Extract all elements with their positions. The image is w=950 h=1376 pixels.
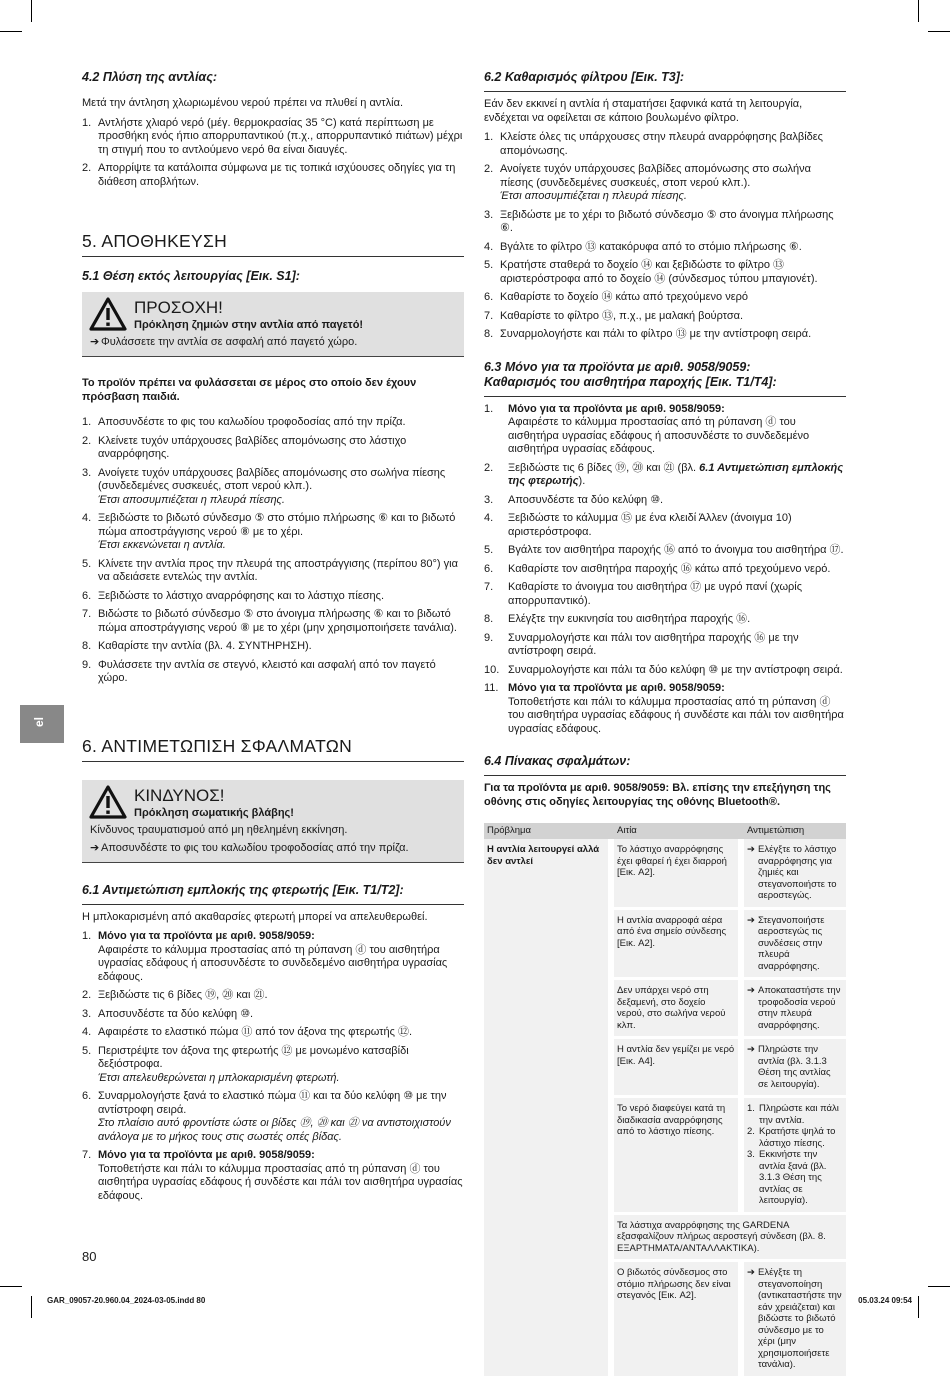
section-heading: 4.2 Πλύση της αντλίας: (82, 70, 218, 84)
warning-icon (89, 297, 127, 331)
step-text: Αντλήστε χλιαρό νερό (μέγ. θερμοκρασίας 35 °C) κατά περίπτωση με προσθήκη ενός ήπιο απορρυπαντικού (π.χ., απορρυπαντικό πιάτων) μέχρι τη στιγμή που το αντλούμενο νερό θα είναι διαυγές. (98, 116, 463, 156)
bold-paragraph: Για τα προϊόντα με αριθ. 9058/9059: Βλ. επίσης την επεξήγηση της οθόνης στις οδηγίες λειτουργίας της οθόνης Bluetooth®. (484, 782, 831, 808)
step-note: Στο πλαίσιο αυτό φροντίστε ώστε οι βίδες ⑲, ⑳ και ㉑ να αντιστοιχιστούν ανάλογα με το μήκος τους στις σωστές οπές βίδας. (98, 1117, 451, 1143)
step-number: 2. (82, 434, 92, 447)
caution-subtitle: Πρόκληση ζημιών στην αντλία από παγετό! (134, 319, 364, 331)
step-number: 7. (484, 581, 494, 593)
list-item (82, 1026, 464, 1040)
section-heading: 6.1 Αντιμετώπιση εμπλοκής της φτερωτής [Εικ. T1/T2]: (82, 882, 404, 897)
step-note: Έτσι απελευθερώνεται η μπλοκαρισμένη φτερωτή. (98, 1071, 340, 1084)
step-text: Αποσυνδέστε το φις του καλωδίου τροφοδοσίας από την πρίζα. (98, 416, 406, 428)
step-number: 2. (484, 163, 494, 175)
list-item (82, 416, 464, 430)
step-number: 3. (484, 493, 494, 506)
remedy-number: 3. (747, 1149, 755, 1160)
list-item (484, 462, 846, 489)
remedy-cell (744, 839, 846, 908)
divider (82, 904, 464, 905)
remedy-line (747, 1149, 843, 1207)
step-number: 1. (82, 416, 92, 428)
crop-mark (31, 0, 32, 22)
step-list (82, 117, 464, 190)
step-text: Βγάλτε το φίλτρο ⑬ κατακόρυφα από το στόμιο πλήρωσης ⑥. (500, 240, 802, 253)
step-text: Καθαρίστε το άνοιγμα του αισθητήρα ⑰ με υγρό πανί (χωρίς απορρυπαντικό). (508, 581, 803, 607)
list-item (82, 989, 464, 1003)
crop-mark (0, 1286, 22, 1287)
step-note: Έτσι εκκενώνεται η αντλία. (98, 539, 226, 551)
list-item (82, 1149, 464, 1203)
table-header: Αιτία (614, 823, 738, 839)
cross-reference: 6.1 Αντιμετώπιση εμπλοκής της φτερωτής (508, 461, 844, 487)
arrow-icon: ➔ (747, 914, 755, 926)
step-number: 9. (484, 631, 494, 644)
section-5 (82, 231, 464, 686)
warning-icon (89, 785, 127, 819)
danger-instruction (90, 840, 456, 856)
table-row (484, 839, 846, 908)
step-number: 4. (484, 240, 494, 253)
list-item (484, 310, 846, 324)
remedy-text: Πληρώστε και πάλι την αντλία. (759, 1103, 839, 1126)
arrow-icon: ➔ (90, 841, 100, 854)
step-note: Έτσι αποσυμπιέζεται η πλευρά πίεσης. (500, 190, 687, 202)
paragraph: Εάν δεν εκκινεί η αντλία ή σταματήσει ξαφνικά κατά τη λειτουργία, ενδέχεται να οφείλεται σε κάποιο βουλωμένο φίλτρο. (484, 98, 803, 124)
step-number: 7. (82, 1149, 92, 1161)
arrow-icon: ➔ (747, 1044, 755, 1055)
bold-paragraph: Το προϊόν πρέπει να φυλάσσεται σε μέρος στο οποίο δεν έχουν πρόσβαση παιδιά. (82, 377, 417, 403)
cause-cell: Η αντλία δεν γεμίζει με νερό [Εικ. A4]. (614, 1038, 738, 1097)
step-number: 2. (82, 989, 92, 1001)
step-text: Κλίνετε την αντλία προς την πλευρά της αποστράγγισης (περίπου 80°) για να αδειάσετε εντελώς την αντλία. (98, 557, 458, 583)
caution-box (82, 292, 464, 357)
language-tab (20, 705, 64, 743)
list-item (484, 632, 846, 659)
step-text: Ανοίγετε τυχόν υπάρχουσες βαλβίδες απομόνωσης στο σωλήνα πίεσης (συνδεδεμένες συσκευές, στοπ νερού κλπ.). (500, 163, 812, 189)
problem-cell: Η αντλία λειτουργεί αλλά δεν αντλεί (484, 839, 608, 1376)
step-text: Τοποθετήστε και πάλι το κάλυμμα προστασίας από τη ρύπανση ⓓ του αισθητήρα υγρασίας εδάφους ή συνδέστε και πάλι τον αισθητήρα υγρασίας εδάφους. (508, 695, 844, 735)
step-text: Αποσυνδέστε τα δύο κελύφη ⑩. (98, 1007, 254, 1020)
crop-mark (928, 31, 950, 32)
remedy-line (747, 1044, 843, 1090)
list-item (484, 494, 846, 508)
danger-text: Κίνδυνος τραυματισμού από μη ηθελημένη εκκίνηση. (90, 823, 348, 836)
step-number: 4. (82, 1026, 92, 1038)
step-text: Κλείνετε τυχόν υπάρχουσες βαλβίδες απομόνωσης στο λάστιχο αναρρόφησης. (98, 434, 407, 460)
step-list (82, 930, 464, 1203)
step-text: Συναρμολογήστε και πάλι τον αισθητήρα παροχής ⑯ με την αντίστροφη σειρά. (508, 631, 799, 657)
cause-cell: Το νερό διαφεύγει κατά τη διαδικασία αναρρόφησης από το λάστιχο πίεσης. (614, 1097, 738, 1214)
remedy-cell (744, 1261, 846, 1376)
step-text: Ξεβιδώστε με το χέρι το βιδωτό σύνδεσμο ⑤ στο άνοιγμα πλήρωσης ⑥. (500, 208, 834, 234)
step-condition: Μόνο για τα προϊόντα με αριθ. 9058/9059: (508, 682, 725, 694)
crop-mark (0, 31, 22, 32)
list-item (82, 512, 464, 553)
step-number: 3. (82, 1007, 92, 1020)
chapter-heading: 6. ΑΝΤΙΜΕΤΩΠΙΣΗ ΣΦΑΛΜΑΤΩΝ (82, 736, 464, 762)
step-text: Περιστρέψτε τον άξονα της φτερωτής ⑫ με μονωμένο κατσαβίδι δεξιόστροφα. (98, 1044, 409, 1070)
list-item (484, 291, 846, 305)
remedy-line (747, 844, 843, 902)
list-item (82, 590, 464, 604)
step-note: Έτσι αποσυμπιέζεται η πλευρά πίεσης. (98, 493, 285, 506)
remedy-text: Εκκινήστε την αντλία ξανά (βλ. 3.1.3 Θέση της αντλίας σε λειτουργία). (759, 1149, 827, 1206)
step-text: Ανοίγετε τυχόν υπάρχουσες βαλβίδες απομόνωσης στο σωλήνα πίεσης (συνδεδεμένες συσκευές, στοπ νερού κλπ.). (98, 466, 446, 492)
step-text: Βγάλτε τον αισθητήρα παροχής ⑯ από το άνοιγμα του αισθητήρα ⑰. (508, 544, 844, 556)
step-number: 8. (82, 640, 92, 652)
divider (484, 775, 846, 776)
remedy-cell (744, 1097, 846, 1214)
arrow-icon: ➔ (747, 844, 755, 855)
section-heading: 5.1 Θέση εκτός λειτουργίας [Εικ. S1]: (82, 269, 300, 283)
step-text: Καθαρίστε τον αισθητήρα παροχής ⑯ κάτω από τρεχούμενο νερό. (508, 562, 831, 575)
remedy-text: Ελέγξτε τη στεγανοποίηση (αντικαταστήστε την εάν χρειάζεται) και βιδώστε το βιδωτό σύνδεσμο με το χέρι (μην χρησιμοποιήσετε τανάλια). (758, 1267, 842, 1370)
span-cell: Τα λάστιχα αναρρόφησης της GARDENA εξασφαλίζουν πλήρως αεροστεγή σύνδεση (βλ. 8. ΕΞΑΡΤΗΜΑΤΑ/ΑΝΤΑΛΛΑΚΤΙΚΑ). (614, 1213, 846, 1261)
step-text: Καθαρίστε το φίλτρο ⑬, π.χ., με μαλακή βούρτσα. (500, 309, 744, 322)
step-number: 6. (82, 589, 92, 602)
step-number: 11. (484, 682, 499, 694)
step-number: 2. (82, 162, 92, 174)
step-text: Ξεβιδώστε το βιδωτό σύνδεσμο ⑤ στο στόμιο πλήρωσης ⑥ και το βιδωτό πώμα αποστράγγισης νερού ⑧ με το χέρι. (98, 512, 456, 538)
crop-mark (918, 0, 919, 22)
language-tab-label: el (32, 716, 47, 728)
section-heading: 6.2 Καθαρισμός φίλτρου [Εικ. T3]: (484, 70, 685, 84)
list-item (82, 659, 464, 686)
danger-title: ΚΙΝΔΥΝΟΣ! (134, 785, 225, 805)
remedy-line (747, 1267, 843, 1371)
section-heading-line: 6.3 Μόνο για τα προϊόντα με αριθ. 9058/9059: (484, 359, 751, 374)
list-item (82, 1090, 464, 1144)
remedy-line (747, 1103, 843, 1126)
step-text: Βιδώστε το βιδωτό σύνδεσμο ⑤ στο άνοιγμα πλήρωσης ⑥ και το βιδωτό πώμα αποστράγγισης νερού ⑧ με το χέρι (μην χρησιμοποιήσετε τανάλια). (98, 608, 457, 634)
arrow-icon: ➔ (90, 336, 100, 348)
list-item (82, 608, 464, 635)
crop-mark (918, 1296, 919, 1318)
step-text: Αφαιρέστε το κάλυμμα προστασίας από τη ρύπανση ⓓ του αισθητήρα υγρασίας εδάφους ή αποσυνδέστε το συνδεδεμένο αισθητήρα υγρασίας εδάφους. (98, 943, 448, 983)
left-column (82, 70, 464, 1209)
section-heading: 6.4 Πίνακας σφαλμάτων: (484, 754, 631, 768)
step-number: 6. (484, 562, 494, 575)
caution-instruction (90, 334, 456, 350)
step-text: Συναρμολογήστε ξανά το ελαστικό πώμα ⑪ και τα δύο κελύφη ⑩ με την αντίστροφη σειρά. (98, 1090, 447, 1116)
step-number: 6. (484, 291, 494, 303)
step-number: 8. (484, 328, 494, 340)
section-6 (82, 736, 464, 1204)
table-header: Αντιμετώπιση (744, 823, 846, 839)
list-item (484, 259, 846, 286)
step-text: Αφαιρέστε το κάλυμμα προστασίας από τη ρύπανση ⓓ του αισθητήρα υγρασίας εδάφους ή αποσυνδέστε το συνδεδεμένο αισθητήρα υγρασίας εδάφους. (508, 416, 810, 455)
step-number: 5. (484, 259, 494, 271)
step-number: 3. (484, 208, 494, 221)
step-text: Ξεβιδώστε τις 6 βίδες ⑲, ⑳ και ㉑ (βλ. (508, 461, 697, 474)
right-column (484, 70, 846, 1376)
divider (484, 396, 846, 397)
step-text-tail: ). (578, 475, 586, 487)
step-text: Αφαιρέστε το ελαστικό πώμα ⑪ από τον άξονα της φτερωτής ⑫. (98, 1026, 413, 1038)
step-number: 5. (82, 1044, 92, 1057)
remedy-cell (744, 1038, 846, 1097)
list-item (484, 544, 846, 558)
step-number: 1. (484, 402, 494, 415)
list-item (82, 640, 464, 654)
crop-mark (31, 1296, 32, 1318)
step-text: Καθαρίστε το δοχείο ⑭ κάτω από τρεχούμενο νερό (500, 291, 748, 303)
arrow-icon: ➔ (747, 1267, 755, 1278)
section-4-2 (82, 70, 464, 189)
cause-cell: Δεν υπάρχει νερό στη δεξαμενή, στο δοχείο νερού, στο σωλήνα νερού κλπ. (614, 979, 738, 1038)
list-item (82, 930, 464, 984)
list-item (484, 682, 846, 736)
list-item (484, 613, 846, 627)
footer-timestamp: 05.03.24 09:54 (858, 1296, 912, 1305)
step-text: Ξεβιδώστε το λάστιχο αναρρόφησης και το λάστιχο πίεσης. (98, 589, 384, 602)
list-item (82, 162, 464, 189)
list-item (484, 131, 846, 158)
list-item (82, 435, 464, 462)
step-text: Τοποθετήστε και πάλι το κάλυμμα προστασίας από τη ρύπανση ⓓ του αισθητήρα υγρασίας εδάφους ή συνδέστε και πάλι τον αισθητήρα υγρασίας εδάφους. (98, 1162, 463, 1202)
list-item (484, 512, 846, 539)
list-item (484, 328, 846, 342)
step-text: Ξεβιδώστε τις 6 βίδες ⑲, ⑳ και ㉑. (98, 989, 268, 1001)
step-number: 5. (82, 557, 92, 570)
paragraph: Η μπλοκαρισμένη από ακαθαρσίες φτερωτή μπορεί να απελευθερωθεί. (82, 910, 428, 923)
list-item (484, 581, 846, 608)
remedy-number: 2. (747, 1126, 755, 1137)
step-text: Συναρμολογήστε και πάλι το φίλτρο ⑬ με την αντίστροφη σειρά. (500, 328, 812, 340)
step-number: 1. (82, 930, 92, 942)
step-text: Κλείστε όλες τις υπάρχουσες στην πλευρά αναρρόφησης βαλβίδες απομόνωσης. (500, 131, 823, 157)
remedy-cell (744, 908, 846, 979)
footer-filename: GAR_09057-20.960.04_2024-03-05.indd 80 (47, 1296, 206, 1305)
remedy-text: Ελέγξτε το λάστιχο αναρρόφησης για ζημιές και στεγανοποιήστε το αεροστεγώς. (758, 844, 837, 901)
list-item (484, 403, 846, 457)
step-text: Συναρμολογήστε και πάλι τα δύο κελύφη ⑩ με την αντίστροφη σειρά. (508, 663, 843, 676)
remedy-text: Αποκαταστήστε την τροφοδοσία νερού στην πλευρά αναρρόφησης. (758, 985, 841, 1031)
list-item (484, 241, 846, 255)
step-text: Ξεβιδώστε το κάλυμμα ⑮ με ένα κλειδί Άλλεν (άνοιγμα 10) αριστερόστροφα. (508, 512, 792, 538)
caution-instruction-text: Φυλάσσετε την αντλία σε ασφαλή από παγετό χώρο. (101, 336, 358, 348)
error-table (484, 823, 846, 1376)
list-item (82, 1045, 464, 1086)
section-6-3 (484, 360, 846, 737)
remedy-line (747, 1126, 843, 1149)
danger-subtitle: Πρόκληση σωματικής βλάβης! (134, 806, 294, 819)
step-condition: Μόνο για τα προϊόντα με αριθ. 9058/9059: (98, 930, 315, 942)
step-text: Φυλάσσετε την αντλία σε στεγνό, κλειστό και ασφαλή από τον παγετό χώρο. (98, 658, 436, 684)
step-condition: Μόνο για τα προϊόντα με αριθ. 9058/9059: (508, 402, 725, 415)
list-item (484, 563, 846, 577)
list-item (484, 163, 846, 204)
step-number: 7. (484, 309, 494, 322)
step-number: 8. (484, 613, 494, 625)
step-list (484, 131, 846, 342)
page-number: 80 (82, 1249, 97, 1264)
remedy-text: Στεγανοποιήστε αεροστεγώς τις συνδέσεις στην πλευρά αναρρόφησης. (758, 914, 825, 972)
step-text: Κρατήστε σταθερά το δοχείο ⑭ και ξεβιδώστε το φίλτρο ⑬ αριστερόστροφα από το δοχείο ⑭ (σύνδεσμος τύπου μπαγιονέτ). (500, 259, 818, 285)
step-number: 6. (82, 1090, 92, 1102)
list-item (82, 1008, 464, 1022)
danger-box (82, 780, 464, 863)
section-6-4 (484, 754, 846, 1376)
list-item (82, 558, 464, 585)
step-number: 5. (484, 544, 494, 556)
cause-cell: Ο βιδωτός σύνδεσμος στο στόμιο πλήρωσης δεν είναι στεγανός [Εικ. A2]. (614, 1261, 738, 1376)
step-number: 10. (484, 663, 500, 676)
step-text: Καθαρίστε την αντλία (βλ. 4. ΣΥΝΤΗΡΗΣΗ). (98, 640, 312, 652)
list-item (82, 467, 464, 508)
step-list (82, 416, 464, 686)
paragraph: Μετά την άντληση χλωριωμένου νερού πρέπει να πλυθεί η αντλία. (82, 97, 404, 109)
chapter-heading: 5. ΑΠΟΘΗΚΕΥΣΗ (82, 231, 464, 257)
remedy-text: Πληρώστε την αντλία (βλ. 3.1.3 Θέση της αντλίας σε λειτουργία). (758, 1044, 831, 1090)
remedy-line (747, 915, 843, 973)
step-number: 9. (82, 658, 92, 671)
remedy-cell (744, 979, 846, 1038)
remedy-line (747, 985, 843, 1031)
list-item (82, 117, 464, 158)
divider (484, 91, 846, 92)
section-6-2 (484, 70, 846, 342)
step-number: 3. (82, 466, 92, 479)
step-text: Απορρίψτε τα κατάλοιπα σύμφωνα με τις τοπικά ισχύουσες οδηγίες για τη διάθεση αποβλήτων. (98, 162, 456, 188)
table-header: Πρόβλημα (484, 823, 608, 839)
list-item (484, 664, 846, 678)
caution-title: ΠΡΟΣΟΧΗ! (134, 298, 223, 317)
danger-instruction-text: Αποσυνδέστε το φις του καλωδίου τροφοδοσίας από την πρίζα. (101, 841, 409, 854)
step-text: Αποσυνδέστε τα δύο κελύφη ⑩. (508, 493, 664, 506)
cause-cell: Το λάστιχο αναρρόφησης έχει φθαρεί ή έχει διαρροή [Εικ. A2]. (614, 839, 738, 908)
arrow-icon: ➔ (747, 985, 755, 996)
step-number: 4. (82, 512, 92, 524)
list-item (484, 209, 846, 236)
cause-cell: Η αντλία αναρροφά αέρα από ένα σημείο σύνδεσης [Εικ. A2]. (614, 908, 738, 979)
remedy-number: 1. (747, 1103, 755, 1114)
step-list (484, 403, 846, 737)
step-number: 7. (82, 608, 92, 620)
step-number: 4. (484, 512, 494, 524)
crop-mark (928, 1286, 950, 1287)
section-heading-line: Καθαρισμός του αισθητήρα παροχής [Εικ. T1/T4]: (484, 374, 777, 389)
step-condition: Μόνο για τα προϊόντα με αριθ. 9058/9059: (98, 1149, 315, 1161)
step-text: Ελέγξτε την ευκινησία του αισθητήρα παροχής ⑯. (508, 613, 751, 625)
section-heading (484, 360, 846, 390)
step-number: 2. (484, 461, 494, 474)
step-number: 1. (484, 131, 494, 143)
step-number: 1. (82, 116, 92, 129)
remedy-text: Κρατήστε ψηλά το λάστιχο πίεσης. (759, 1126, 836, 1149)
